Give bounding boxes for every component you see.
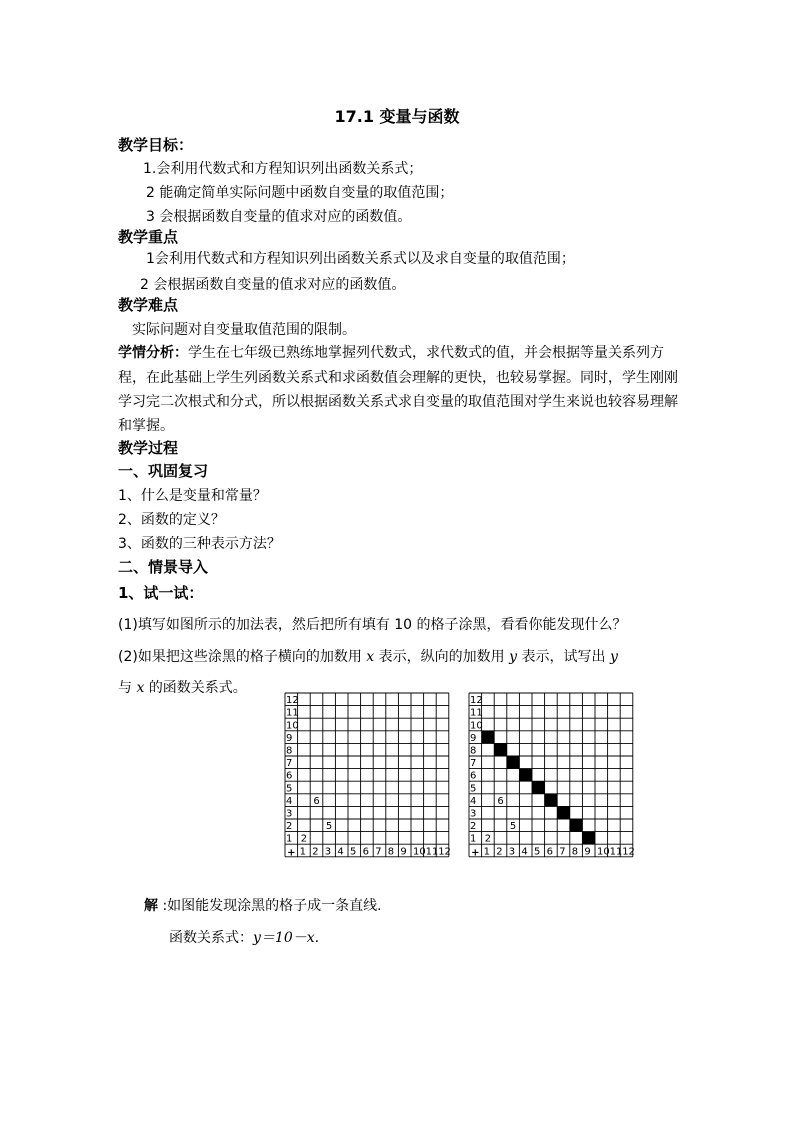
row-label: 6 [470, 770, 477, 782]
col-label: 7 [375, 846, 382, 858]
shaded-cell [557, 806, 570, 819]
analysis-line: 程，在此基础上学生列函数关系式和求函数值会理解的更快，也较易掌握。同时，学生刚刚 [118, 370, 678, 386]
row-label: 10 [470, 720, 483, 732]
col-label: 1 [483, 846, 490, 858]
shaded-cell [519, 769, 532, 782]
row-label: 11 [286, 707, 299, 719]
formula: y＝10－x. [253, 930, 320, 946]
col-label: 3 [508, 846, 516, 858]
question-1: (1)填写如图所示的加法表，然后把所有填有 10 的格子涂黑，看看你能发现什么？ [118, 617, 627, 633]
col-label: 9 [584, 846, 591, 858]
intro-heading: 二、情景导入 [118, 558, 209, 576]
key-point-item: 1会利用代数式和方程知识列出函数关系式以及求自变量的取值范围； [146, 251, 575, 267]
row-label: 7 [286, 758, 293, 770]
plus-sign: + [287, 847, 296, 859]
row-label: 12 [286, 695, 299, 707]
variable-x: x [136, 680, 145, 696]
row-label: 2 [470, 821, 477, 833]
col-label: 9 [400, 846, 407, 858]
col-label: 1 [299, 846, 306, 858]
analysis-text: 学生在七年级已熟练地掌握列代数式，求代数式的值，并会根据等量关系列方 [188, 345, 664, 361]
row-label: 8 [286, 745, 293, 757]
addition-table-empty [282, 691, 456, 862]
difficulties-heading: 教学难点 [118, 296, 179, 314]
formula-line [169, 929, 319, 947]
analysis-line: 学习完二次根式和分式，所以根据函数关系式求自变量的取值范围对学生来说也较容易理解 [118, 394, 678, 410]
review-item: 3、函数的三种表示方法？ [118, 536, 281, 552]
shaded-cell [582, 832, 595, 845]
question-2-part: 表示，纵向的加数用 [378, 649, 505, 665]
objective-item: 3 会根据函数自变量的值求对应的函数值。 [146, 209, 412, 225]
question-2-part: 表示，试写出 [521, 649, 606, 665]
col-label: 4 [337, 846, 344, 858]
col-label: 2 [312, 846, 319, 858]
table-cell-value: 6 [497, 795, 504, 807]
variable-y: y [509, 649, 518, 665]
shaded-cell [532, 781, 545, 794]
key-point-item: 2 会根据函数自变量的值求对应的函数值。 [140, 277, 406, 293]
objective-item: 1.会利用代数式和方程知识列出函数关系式； [143, 161, 423, 177]
shaded-cell [545, 794, 558, 807]
col-label: 12 [622, 846, 635, 858]
analysis-label: 学情分析： [118, 345, 188, 361]
col-label: 12 [438, 846, 451, 858]
variable-y: y [609, 649, 618, 665]
addition-table-shaded [466, 691, 640, 862]
solution-line [144, 897, 382, 915]
row-label: 4 [286, 795, 293, 807]
col-label: 3 [324, 846, 332, 858]
plus-sign: + [471, 847, 480, 859]
shaded-cell [507, 756, 520, 769]
difficulties-text: 实际问题对自变量取值范围的限制。 [132, 322, 356, 338]
row-label: 9 [470, 732, 477, 744]
table-cell-value: 6 [313, 795, 320, 807]
table-cell-value: 2 [300, 833, 308, 845]
review-item: 2、函数的定义？ [118, 512, 225, 528]
col-label: 7 [559, 846, 566, 858]
row-label: 5 [470, 783, 477, 795]
col-label: 8 [387, 846, 395, 858]
shaded-cell [570, 819, 583, 832]
col-label: 5 [534, 846, 541, 858]
row-label: 6 [286, 770, 293, 782]
try-heading: 1、试一试： [118, 584, 204, 602]
row-label: 4 [470, 795, 477, 807]
solution-label: 解 [144, 898, 158, 914]
question-2 [118, 648, 618, 666]
objectives-heading: 教学目标： [118, 136, 194, 154]
row-label: 12 [470, 695, 483, 707]
objective-item: 2 能确定简单实际问题中函数自变量的取值范围； [146, 185, 454, 201]
col-label: 10 [597, 846, 610, 858]
solution-text: :如图能发现涂黑的格子成一条直线. [162, 898, 382, 914]
process-heading: 教学过程 [118, 439, 179, 457]
shaded-cell [494, 743, 507, 756]
question-2-part: 与 [118, 680, 132, 696]
question-2-part: (2)如果把这些涂黑的格子横向的加数用 [118, 649, 362, 665]
row-label: 1 [286, 833, 293, 845]
key-points-heading: 教学重点 [118, 228, 179, 246]
variable-x: x [366, 649, 375, 665]
col-label: 10 [413, 846, 426, 858]
col-label: 11 [609, 846, 623, 858]
row-label: 9 [286, 732, 293, 744]
page-title: 17.1 变量与函数 [334, 107, 460, 126]
analysis-line [118, 344, 664, 362]
row-label: 7 [470, 758, 477, 770]
row-label: 3 [470, 808, 477, 820]
col-label: 6 [546, 846, 553, 858]
col-label: 2 [496, 846, 503, 858]
formula-label: 函数关系式： [169, 930, 253, 946]
row-label: 3 [286, 808, 293, 820]
row-label: 10 [286, 720, 299, 732]
row-label: 5 [286, 783, 293, 795]
analysis-line: 和掌握。 [118, 418, 174, 434]
table-cell-value: 5 [509, 821, 517, 833]
table-cell-value: 5 [325, 821, 333, 833]
row-label: 1 [470, 833, 477, 845]
row-label: 11 [470, 707, 483, 719]
col-label: 8 [571, 846, 579, 858]
col-label: 5 [350, 846, 357, 858]
shaded-cell [482, 731, 495, 744]
row-label: 8 [470, 745, 477, 757]
col-label: 11 [425, 846, 439, 858]
row-label: 2 [286, 821, 293, 833]
review-heading: 一、巩固复习 [118, 462, 209, 480]
question-2-part: 的函数关系式。 [148, 680, 247, 696]
review-item: 1、什么是变量和常量？ [118, 488, 267, 504]
question-2-cont [118, 679, 247, 697]
table-cell-value: 2 [484, 833, 492, 845]
col-label: 6 [362, 846, 369, 858]
col-label: 4 [521, 846, 528, 858]
